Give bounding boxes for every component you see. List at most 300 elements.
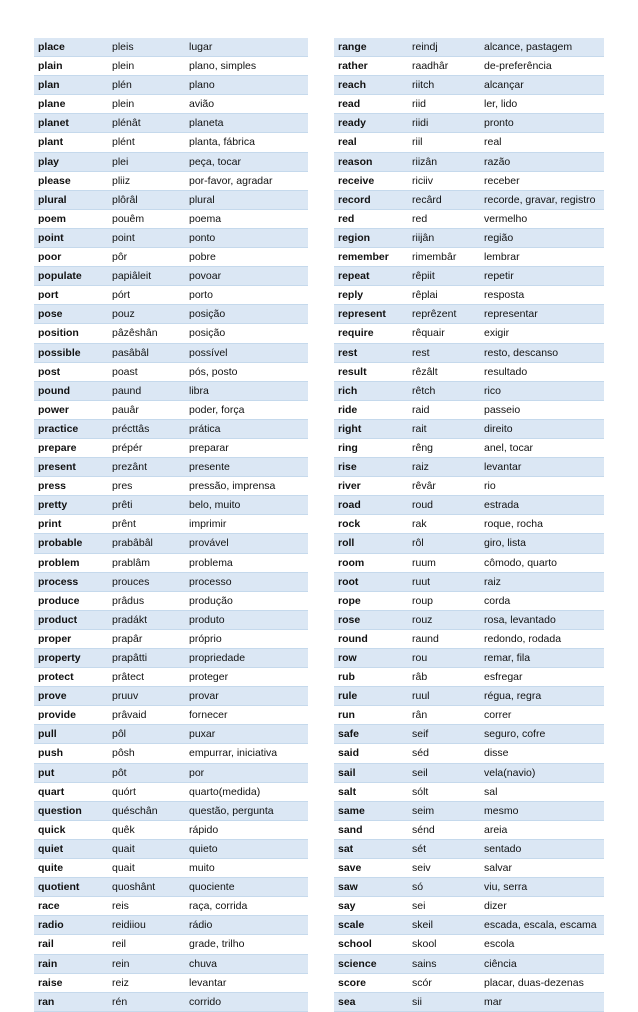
english-word: property: [34, 649, 108, 668]
pronunciation: reiz: [108, 973, 185, 992]
translation: pobre: [185, 248, 308, 267]
english-word: present: [34, 458, 108, 477]
table-row: [34, 820, 308, 839]
table-row: [34, 400, 308, 419]
pronunciation: pleis: [108, 38, 185, 57]
pronunciation: paund: [108, 381, 185, 400]
translation: próprio: [185, 629, 308, 648]
table-row: [334, 381, 604, 400]
table-row: [334, 305, 604, 324]
table-row: [334, 649, 604, 668]
pronunciation: rêplai: [408, 286, 480, 305]
english-word: rise: [334, 458, 408, 477]
translation: receber: [480, 171, 604, 190]
table-row: [334, 171, 604, 190]
translation: planeta: [185, 114, 308, 133]
translation: régua, regra: [480, 687, 604, 706]
table-row: [334, 916, 604, 935]
pronunciation: scór: [408, 973, 480, 992]
english-word: pull: [34, 725, 108, 744]
table-row: [34, 95, 308, 114]
translation: fornecer: [185, 706, 308, 725]
english-word: plain: [34, 57, 108, 76]
translation: disse: [480, 744, 604, 763]
translation: seguro, cofre: [480, 725, 604, 744]
english-word: rock: [334, 515, 408, 534]
translation: produto: [185, 610, 308, 629]
english-word: play: [34, 152, 108, 171]
translation: muito: [185, 859, 308, 878]
pronunciation: rêzâlt: [408, 362, 480, 381]
table-row: [334, 133, 604, 152]
pronunciation: seil: [408, 763, 480, 782]
english-word: practice: [34, 419, 108, 438]
pronunciation: pouz: [108, 305, 185, 324]
table-row: [334, 897, 604, 916]
translation: possível: [185, 343, 308, 362]
pronunciation: recârd: [408, 190, 480, 209]
english-word: road: [334, 496, 408, 515]
table-row: [34, 992, 308, 1011]
pronunciation: skool: [408, 935, 480, 954]
table-row: [334, 114, 604, 133]
pronunciation: pôl: [108, 725, 185, 744]
english-word: plane: [34, 95, 108, 114]
table-row: [334, 438, 604, 457]
pronunciation: pres: [108, 477, 185, 496]
english-word: result: [334, 362, 408, 381]
translation: dizer: [480, 897, 604, 916]
translation: poema: [185, 209, 308, 228]
pronunciation: raadhâr: [408, 57, 480, 76]
english-word: reply: [334, 286, 408, 305]
table-row: [334, 591, 604, 610]
table-row: [334, 935, 604, 954]
pronunciation: plein: [108, 57, 185, 76]
english-word: poor: [34, 248, 108, 267]
translation: levantar: [480, 458, 604, 477]
table-row: [34, 629, 308, 648]
translation: raça, corrida: [185, 897, 308, 916]
translation: plano, simples: [185, 57, 308, 76]
translation: preparar: [185, 438, 308, 457]
table-row: [34, 668, 308, 687]
translation: quociente: [185, 878, 308, 897]
pronunciation: sii: [408, 992, 480, 1011]
pronunciation: rêng: [408, 438, 480, 457]
pronunciation: prêti: [108, 496, 185, 515]
table-row: [34, 324, 308, 343]
table-row: [34, 515, 308, 534]
translation: poder, força: [185, 400, 308, 419]
pronunciation: red: [408, 209, 480, 228]
english-word: prove: [34, 687, 108, 706]
english-word: sea: [334, 992, 408, 1011]
table-row: [34, 477, 308, 496]
table-row: [34, 114, 308, 133]
pronunciation: pôt: [108, 763, 185, 782]
translation: produção: [185, 591, 308, 610]
pronunciation: rôl: [408, 534, 480, 553]
english-word: product: [34, 610, 108, 629]
english-word: score: [334, 973, 408, 992]
english-word: point: [34, 228, 108, 247]
table-row: [334, 801, 604, 820]
table-row: [34, 744, 308, 763]
pronunciation: rân: [408, 706, 480, 725]
translation: rio: [480, 477, 604, 496]
translation: ler, lido: [480, 95, 604, 114]
english-word: possible: [34, 343, 108, 362]
english-word: port: [34, 286, 108, 305]
translation: imprimir: [185, 515, 308, 534]
translation: corda: [480, 591, 604, 610]
table-row: [34, 954, 308, 973]
english-word: protect: [34, 668, 108, 687]
translation: representar: [480, 305, 604, 324]
translation: povoar: [185, 267, 308, 286]
english-word: populate: [34, 267, 108, 286]
english-word: same: [334, 801, 408, 820]
english-word: room: [334, 553, 408, 572]
english-word: radio: [34, 916, 108, 935]
english-word: root: [334, 572, 408, 591]
table-row: [34, 57, 308, 76]
english-word: quite: [34, 859, 108, 878]
pronunciation: rein: [108, 954, 185, 973]
pronunciation: skeil: [408, 916, 480, 935]
english-word: rest: [334, 343, 408, 362]
english-word: post: [34, 362, 108, 381]
english-word: press: [34, 477, 108, 496]
pronunciation: plént: [108, 133, 185, 152]
pronunciation: ruum: [408, 553, 480, 572]
pronunciation: riil: [408, 133, 480, 152]
translation: ciência: [480, 954, 604, 973]
translation: região: [480, 228, 604, 247]
table-row: [334, 477, 604, 496]
english-word: please: [34, 171, 108, 190]
translation: viu, serra: [480, 878, 604, 897]
pronunciation: prouces: [108, 572, 185, 591]
table-row: [334, 668, 604, 687]
pronunciation: pórt: [108, 286, 185, 305]
table-row: [334, 496, 604, 515]
english-word: salt: [334, 782, 408, 801]
table-row: [334, 228, 604, 247]
table-row: [334, 534, 604, 553]
translation: levantar: [185, 973, 308, 992]
pronunciation: riitch: [408, 76, 480, 95]
translation: belo, muito: [185, 496, 308, 515]
english-word: ran: [34, 992, 108, 1011]
pronunciation: riijân: [408, 228, 480, 247]
translation: direito: [480, 419, 604, 438]
table-row: [34, 572, 308, 591]
table-row: [34, 725, 308, 744]
english-word: sail: [334, 763, 408, 782]
translation: resto, descanso: [480, 343, 604, 362]
translation: porto: [185, 286, 308, 305]
pronunciation: só: [408, 878, 480, 897]
translation: razão: [480, 152, 604, 171]
english-word: reach: [334, 76, 408, 95]
english-word: rub: [334, 668, 408, 687]
english-word: push: [34, 744, 108, 763]
translation: remar, fila: [480, 649, 604, 668]
translation: propriedade: [185, 649, 308, 668]
translation: mar: [480, 992, 604, 1011]
table-row: [34, 534, 308, 553]
pronunciation: rêtch: [408, 381, 480, 400]
pronunciation: pliiz: [108, 171, 185, 190]
pronunciation: plei: [108, 152, 185, 171]
table-row: [334, 152, 604, 171]
pronunciation: rêvâr: [408, 477, 480, 496]
pronunciation: raiz: [408, 458, 480, 477]
translation: rosa, levantado: [480, 610, 604, 629]
english-word: repeat: [334, 267, 408, 286]
english-word: save: [334, 859, 408, 878]
english-word: plan: [34, 76, 108, 95]
pronunciation: seim: [408, 801, 480, 820]
translation: provar: [185, 687, 308, 706]
pronunciation: riizân: [408, 152, 480, 171]
pronunciation: plén: [108, 76, 185, 95]
table-row: [34, 839, 308, 858]
pronunciation: quoshânt: [108, 878, 185, 897]
table-row: [34, 305, 308, 324]
pronunciation: sólt: [408, 782, 480, 801]
pronunciation: poast: [108, 362, 185, 381]
table-row: [34, 76, 308, 95]
table-row: [34, 553, 308, 572]
translation: repetir: [480, 267, 604, 286]
table-row: [34, 649, 308, 668]
pronunciation: rêpiit: [408, 267, 480, 286]
english-word: remember: [334, 248, 408, 267]
table-row: [334, 267, 604, 286]
english-word: river: [334, 477, 408, 496]
english-word: race: [34, 897, 108, 916]
pronunciation: riid: [408, 95, 480, 114]
pronunciation: rou: [408, 649, 480, 668]
english-word: ring: [334, 438, 408, 457]
english-word: planet: [34, 114, 108, 133]
english-word: round: [334, 629, 408, 648]
table-row: [334, 324, 604, 343]
english-word: pound: [34, 381, 108, 400]
table-row: [34, 610, 308, 629]
translation: sal: [480, 782, 604, 801]
table-row: [334, 572, 604, 591]
table-row: [34, 419, 308, 438]
pronunciation: pasâbâl: [108, 343, 185, 362]
translation: exigir: [480, 324, 604, 343]
translation: puxar: [185, 725, 308, 744]
english-word: print: [34, 515, 108, 534]
translation: lugar: [185, 38, 308, 57]
pronunciation: roud: [408, 496, 480, 515]
table-row: [334, 725, 604, 744]
table-row: [34, 228, 308, 247]
table-row: [34, 38, 308, 57]
pronunciation: pruuv: [108, 687, 185, 706]
pronunciation: raund: [408, 629, 480, 648]
translation: pós, posto: [185, 362, 308, 381]
translation: resultado: [480, 362, 604, 381]
english-word: plant: [34, 133, 108, 152]
table-row: [34, 190, 308, 209]
pronunciation: roup: [408, 591, 480, 610]
table-row: [34, 763, 308, 782]
english-word: saw: [334, 878, 408, 897]
pronunciation: rén: [108, 992, 185, 1011]
translation: escola: [480, 935, 604, 954]
english-word: receive: [334, 171, 408, 190]
translation: real: [480, 133, 604, 152]
english-word: rather: [334, 57, 408, 76]
pronunciation: reindj: [408, 38, 480, 57]
table-row: [334, 763, 604, 782]
english-word: roll: [334, 534, 408, 553]
pronunciation: reis: [108, 897, 185, 916]
pronunciation: ruut: [408, 572, 480, 591]
pronunciation: ruul: [408, 687, 480, 706]
pronunciation: prâtect: [108, 668, 185, 687]
pronunciation: prâvaid: [108, 706, 185, 725]
pronunciation: prâdus: [108, 591, 185, 610]
table-row: [334, 57, 604, 76]
english-word: rail: [34, 935, 108, 954]
english-word: real: [334, 133, 408, 152]
table-row: [34, 916, 308, 935]
translation: provável: [185, 534, 308, 553]
pronunciation: quêk: [108, 820, 185, 839]
table-row: [34, 286, 308, 305]
pronunciation: précttâs: [108, 419, 185, 438]
pronunciation: pauâr: [108, 400, 185, 419]
table-row: [34, 458, 308, 477]
table-row: [334, 76, 604, 95]
english-word: right: [334, 419, 408, 438]
table-row: [334, 973, 604, 992]
english-word: prepare: [34, 438, 108, 457]
english-word: range: [334, 38, 408, 57]
translation: peça, tocar: [185, 152, 308, 171]
table-row: [334, 706, 604, 725]
english-word: read: [334, 95, 408, 114]
pronunciation: riidi: [408, 114, 480, 133]
table-row: [34, 591, 308, 610]
pronunciation: quait: [108, 839, 185, 858]
table-row: [334, 458, 604, 477]
english-word: put: [34, 763, 108, 782]
pronunciation: prépér: [108, 438, 185, 457]
pronunciation: prênt: [108, 515, 185, 534]
english-word: say: [334, 897, 408, 916]
translation: mesmo: [480, 801, 604, 820]
table-row: [334, 209, 604, 228]
english-word: said: [334, 744, 408, 763]
table-row: [34, 859, 308, 878]
translation: estrada: [480, 496, 604, 515]
english-word: pose: [34, 305, 108, 324]
english-word: produce: [34, 591, 108, 610]
pronunciation: pouêm: [108, 209, 185, 228]
table-row: [34, 152, 308, 171]
table-row: [34, 496, 308, 515]
pronunciation: reidiiou: [108, 916, 185, 935]
table-row: [334, 839, 604, 858]
translation: posição: [185, 324, 308, 343]
translation: esfregar: [480, 668, 604, 687]
table-row: [334, 859, 604, 878]
english-word: rule: [334, 687, 408, 706]
translation: pronto: [480, 114, 604, 133]
table-row: [34, 362, 308, 381]
table-row: [334, 878, 604, 897]
table-row: [334, 782, 604, 801]
translation: quieto: [185, 839, 308, 858]
table-row: [34, 687, 308, 706]
translation: de-preferência: [480, 57, 604, 76]
table-row: [34, 343, 308, 362]
translation: ponto: [185, 228, 308, 247]
pronunciation: quait: [108, 859, 185, 878]
pronunciation: prapâtti: [108, 649, 185, 668]
pronunciation: seiv: [408, 859, 480, 878]
table-row: [34, 935, 308, 954]
english-word: question: [34, 801, 108, 820]
english-word: place: [34, 38, 108, 57]
table-row: [34, 248, 308, 267]
pronunciation: raid: [408, 400, 480, 419]
english-word: problem: [34, 553, 108, 572]
pronunciation: prablâm: [108, 553, 185, 572]
table-row: [334, 419, 604, 438]
english-word: probable: [34, 534, 108, 553]
english-word: position: [34, 324, 108, 343]
translation: grade, trilho: [185, 935, 308, 954]
table-row: [334, 553, 604, 572]
pronunciation: plénât: [108, 114, 185, 133]
table-row: [334, 744, 604, 763]
table-row: [334, 248, 604, 267]
pronunciation: râb: [408, 668, 480, 687]
translation: presente: [185, 458, 308, 477]
pronunciation: reprêzent: [408, 305, 480, 324]
table-row: [334, 687, 604, 706]
english-word: quotient: [34, 878, 108, 897]
translation: quarto(medida): [185, 782, 308, 801]
english-word: proper: [34, 629, 108, 648]
pronunciation: rouz: [408, 610, 480, 629]
table-row: [334, 38, 604, 57]
table-row: [334, 820, 604, 839]
table-row: [34, 171, 308, 190]
translation: salvar: [480, 859, 604, 878]
pronunciation: seif: [408, 725, 480, 744]
english-word: row: [334, 649, 408, 668]
table-row: [34, 801, 308, 820]
translation: alcançar: [480, 76, 604, 95]
translation: raiz: [480, 572, 604, 591]
pronunciation: prezânt: [108, 458, 185, 477]
translation: vela(navio): [480, 763, 604, 782]
translation: escada, escala, escama: [480, 916, 604, 935]
table-row: [334, 362, 604, 381]
